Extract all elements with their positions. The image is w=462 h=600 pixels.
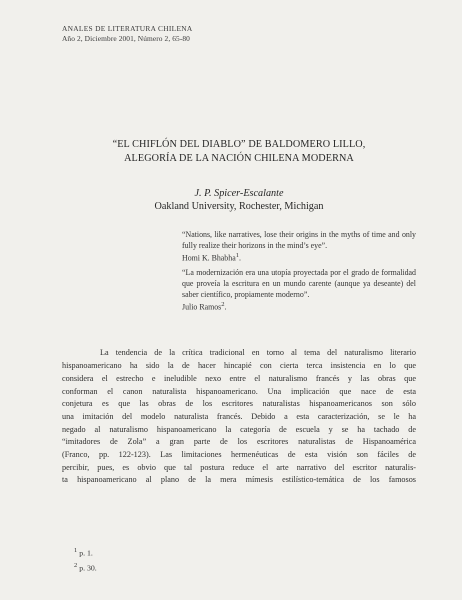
body-line: una imitación del modelo naturalista francés. Debido a esta caracterización, se le ha: [62, 411, 416, 421]
body-line: conjetura es que las obras de los escritores naturalistas hispanoamericanos son sólo: [62, 399, 416, 409]
issue-info: Año 2, Diciembre 2001, Número 2, 65-80: [62, 33, 190, 43]
epigraphs: [182, 230, 416, 313]
epigraph-ramos: [182, 268, 416, 313]
journal-name: ANALES DE LITERATURA CHILENA: [62, 24, 193, 33]
epigraph-attribution: Julio Ramos$^2$.: [182, 301, 227, 312]
author-name: J. P. Spicer-Escalante: [194, 188, 284, 199]
footnote-mark: 2: [74, 561, 78, 569]
author-block: [62, 188, 416, 213]
footnote-text: p. 1.: [77, 548, 93, 558]
article-title: [62, 138, 416, 166]
body-line: conforman el canon naturalista hispanoamericano. Una implicación que nace de esta: [62, 386, 416, 396]
footnote-1: [74, 545, 97, 560]
running-head: [62, 24, 416, 43]
body-line: La tendencia de la crítica tradicional en torno al tema del naturalismo literario: [100, 348, 416, 358]
attribution-name: Homi K. Bhabha: [182, 253, 236, 263]
body-line: hispanoamericano ha sido la de hacer hincapié con cierta terca insistencia en lo que: [62, 361, 416, 371]
body-line: considera el estrecho e ineludible nexo entre el naturalismo francés y las obras que: [62, 373, 416, 383]
body-line: “imitadores de Zola” a gran parte de los escritores naturalistas de Hispanoamérica: [62, 437, 416, 447]
author-affiliation: Oakland University, Rochester, Michigan: [154, 200, 324, 212]
title-line-1: “EL CHIFLÓN DEL DIABLO” DE BALDOMERO LILLO,: [112, 139, 366, 150]
footnote-2: [74, 560, 97, 575]
footnotes: [74, 545, 97, 574]
body-paragraph: [62, 347, 416, 487]
footnote-mark: 1: [74, 547, 78, 554]
attribution-name: Julio Ramos: [182, 302, 222, 312]
epigraph-quote: “Nations, like narratives, lose their origins in the myths of time and only fully realize their horizons in the mind’s eye”.: [182, 230, 416, 250]
epigraph-quote: “La modernización era una utopía proyectada por el grado de formalidad que proveía la escritura en un mundo carente (aunque ya deseante) del saber científico, propiamente moderno”.: [182, 268, 416, 299]
body-line: (Franco, pp. 122-123). Las limitaciones hermenéuticas de esta visión son fáciles de: [62, 450, 416, 460]
footnote-text: p. 30.: [77, 563, 97, 573]
footnote-ref: 2: [221, 301, 225, 309]
epigraph-attribution: Homi K. Bhabha$^1$.: [182, 252, 241, 263]
body-line: ta hispanoamericano al plano de la mera mímesis estilístico-temática de los famosos: [62, 475, 416, 485]
footnote-ref: 1: [235, 252, 239, 260]
title-line-2: ALEGORÍA DE LA NACIÓN CHILENA MODERNA: [124, 153, 354, 164]
body-line: percibir, pues, es obvio que tal postura reduce el arte narrativo del escritor naturalis-: [62, 462, 416, 472]
epigraph-bhabha: [182, 230, 416, 264]
body-line: negado al naturalismo hispanoamericano la categoría de escuela y se ha tachado de: [62, 424, 416, 434]
